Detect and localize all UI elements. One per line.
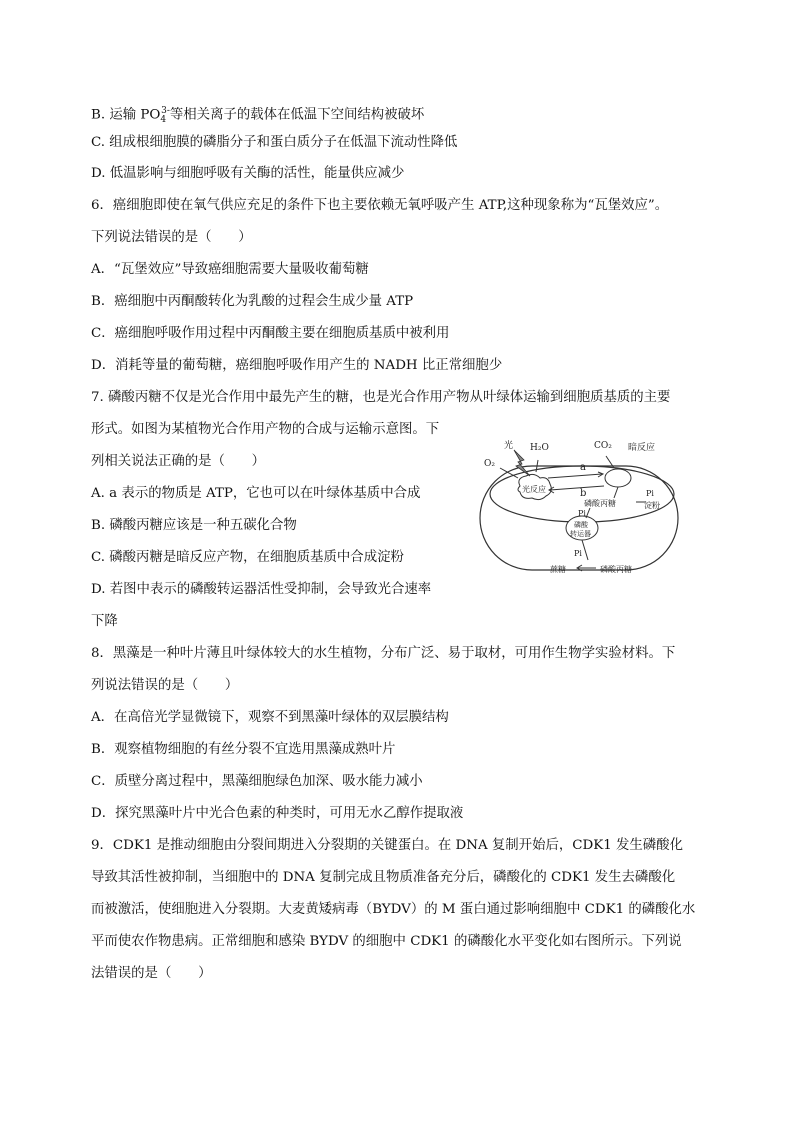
q6-option-a: A．“瓦堡效应”导致癌细胞需要大量吸收葡萄糖 [91, 262, 369, 277]
q7-stem-line2: 形式。如图为某植物光合作用产物的合成与运输示意图。下 [91, 422, 440, 437]
q7-option-d-line1: D. 若图中表示的磷酸转运器活性受抑制，会导致光合速率 [91, 582, 432, 597]
photosynthesis-diagram [478, 436, 682, 578]
q9-line2: 导致其活性被抑制，当细胞中的 DNA 复制完成且物质准备充分后，磷酸化的 CDK1 发生去磷酸化 [91, 870, 676, 885]
q7-option-a: A. a 表示的物质是 ATP，它也可以在叶绿体基质中合成 [91, 486, 421, 501]
label-light-reaction: 光反应 [522, 485, 546, 494]
label-dark-reaction: 暗反应 [628, 443, 656, 453]
q7-option-d-line2: 下降 [91, 614, 118, 629]
dark-reaction-cycle [605, 469, 631, 487]
label-transporter-2: 转运器 [570, 530, 591, 538]
q8-stem-line2: 列说法错误的是（ ） [91, 678, 239, 693]
label-co2: CO₂ [594, 441, 612, 451]
q6-option-b: B．癌细胞中丙酮酸转化为乳酸的过程会生成少量 ATP [91, 294, 414, 309]
q9-line4: 平而使农作物患病。正常细胞和感染 BYDV 的细胞中 CDK1 的磷酸化水平变化如右图所示。下列说 [91, 934, 682, 949]
label-pi-1: Pi [646, 489, 654, 498]
label-b: b [580, 488, 587, 499]
label-a: a [580, 462, 586, 473]
q8-option-c: C．质壁分离过程中，黑藻细胞绿色加深、吸水能力减小 [91, 774, 423, 789]
q7-stem-line3: 列相关说法正确的是（ ） [91, 454, 266, 469]
light-bolt-icon [514, 450, 530, 476]
q7-option-b: B. 磷酸丙糖应该是一种五碳化合物 [91, 518, 297, 533]
q6-option-c: C．癌细胞呼吸作用过程中丙酮酸主要在细胞质基质中被利用 [91, 326, 450, 341]
label-light: 光 [504, 441, 514, 451]
label-o2: O₂ [484, 459, 495, 469]
q9-line1: 9．CDK1 是推动细胞由分裂间期进入分裂期的关键蛋白。在 DNA 复制开始后，CDK1 发生磷酸化 [91, 838, 683, 853]
q5-option-b: B. 运输 $PO_4^{3-}$等相关离子的载体在低温下空间结构被破坏 [91, 106, 425, 126]
q6-option-d: D．消耗等量的葡萄糖，癌细胞呼吸作用产生的 NADH 比正常细胞少 [91, 358, 503, 373]
label-sucrose: 蔗糖 [550, 565, 566, 574]
label-pi-2: Pi [578, 509, 586, 518]
q9-line5: 法错误的是（ ） [91, 966, 212, 981]
q7-stem-line1: 7. 磷酸丙糖不仅是光合作用中最先产生的糖，也是光合作用产物从叶绿体运输到细胞质基质的主要 [91, 390, 671, 405]
label-starch: 淀粉 [644, 501, 660, 510]
label-h2o: H₂O [530, 443, 549, 453]
label-transporter-1: 磷酸 [574, 521, 588, 529]
label-triose-1: 磷酸丙糖 [584, 499, 616, 508]
q6-stem-line2: 下列说法错误的是（ ） [91, 230, 252, 245]
q7-option-c: C. 磷酸丙糖是暗反应产物，在细胞质基质中合成淀粉 [91, 550, 404, 565]
arrow-b [550, 486, 604, 490]
q9-line3: 而被激活，使细胞进入分裂期。大麦黄矮病毒（BYDV）的 M 蛋白通过影响细胞中 CDK1 的磷酸化水 [91, 902, 696, 917]
q6-stem-line1: 6．癌细胞即使在氧气供应充足的条件下也主要依赖无氧呼吸产生 ATP,这种现象称为“瓦堡效应”。 [91, 198, 669, 213]
q8-option-b: B．观察植物细胞的有丝分裂不宜选用黑藻成熟叶片 [91, 742, 396, 757]
q5-option-c: C. 组成根细胞膜的磷脂分子和蛋白质分子在低温下流动性降低 [91, 135, 458, 150]
label-pi-3: Pi [574, 549, 582, 558]
q8-option-a: A．在高倍光学显微镜下，观察不到黑藻叶绿体的双层膜结构 [91, 710, 449, 725]
arrow-a [548, 474, 602, 478]
label-triose-2: 磷酸丙糖 [600, 565, 632, 574]
q5-option-d: D. 低温影响与细胞呼吸有关酶的活性，能量供应减少 [91, 166, 405, 181]
q8-stem-line1: 8．黑藻是一种叶片薄且叶绿体较大的水生植物，分布广泛、易于取材，可用作生物学实验材料。下 [91, 646, 676, 661]
q8-option-d: D．探究黑藻叶片中光合色素的种类时，可用无水乙醇作提取液 [91, 806, 464, 821]
